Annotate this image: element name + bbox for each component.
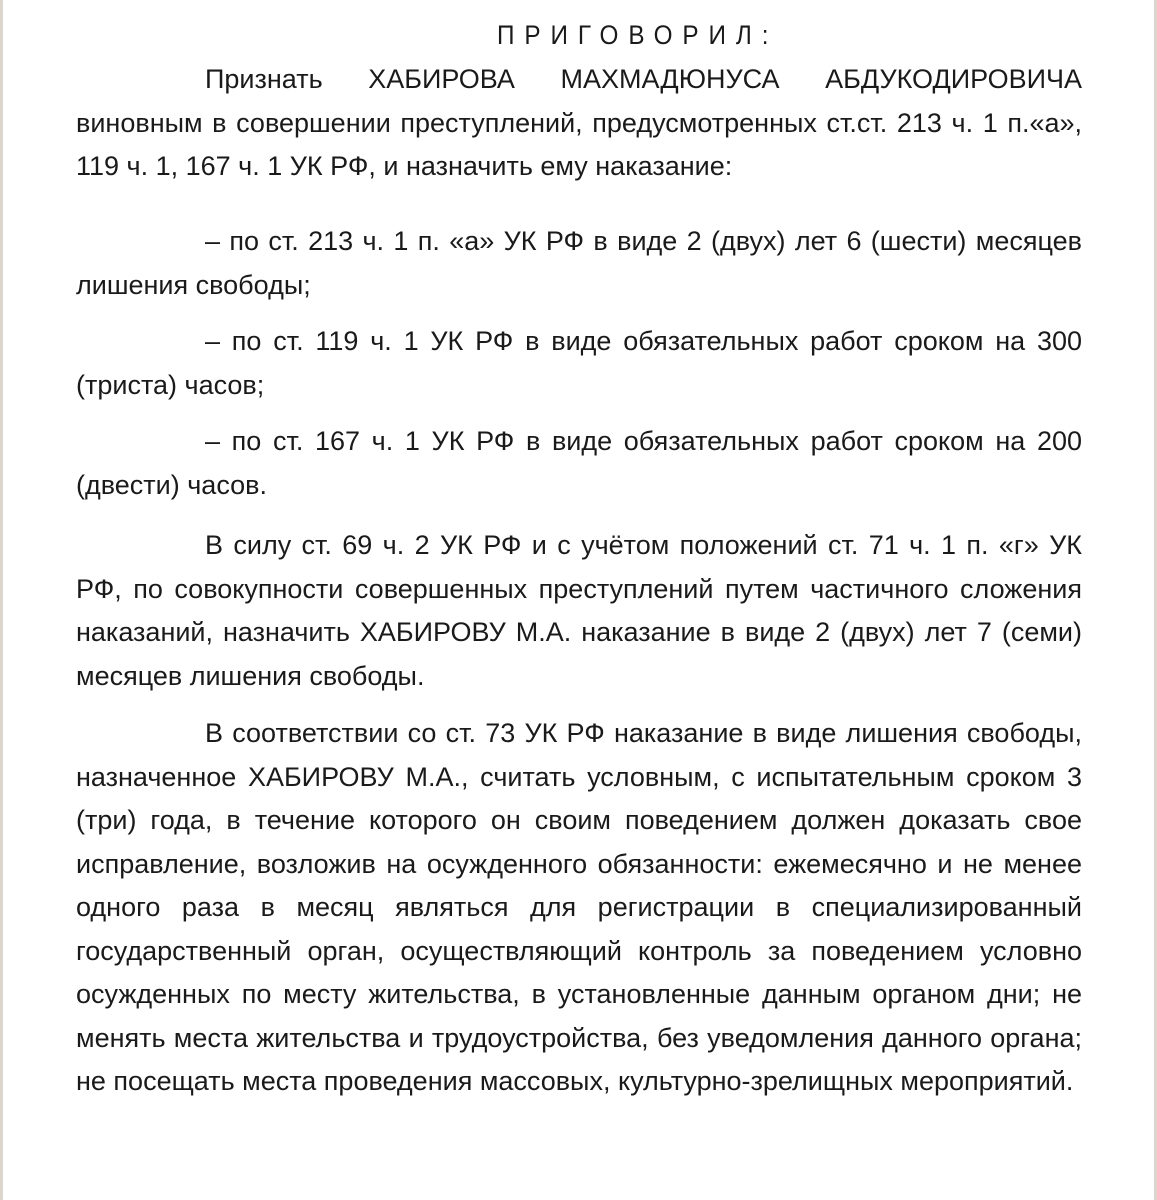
paragraph-sentence-167: – по ст. 167 ч. 1 УК РФ в виде обязательных работ сроком на 200 (двести) часов. — [76, 426, 1082, 500]
paragraph-sentence-119: – по ст. 119 ч. 1 УК РФ в виде обязательных работ сроком на 300 (триста) часов; — [76, 326, 1082, 400]
verdict-heading: ПРИГОВОРИЛ: — [497, 20, 779, 50]
paragraph-guilty: Признать ХАБИРОВА МАХМАДЮНУСА АБДУКОДИРОВИЧА виновным в совершении преступлений, предусмотренных ст.ст. 213 ч. 1 п.«а», 119 ч. 1, 167 ч. 1 УК РФ, и назначить ему наказание: — [76, 64, 1082, 181]
paragraph-sentence-213: – по ст. 213 ч. 1 п. «а» УК РФ в виде 2 (двух) лет 6 (шести) месяцев лишения свободы; — [76, 226, 1082, 300]
paragraph-combined-sentence: В силу ст. 69 ч. 2 УК РФ и с учётом положений ст. 71 ч. 1 п. «г» УК РФ, по совокупности совершенных преступлений путем частичного сложения наказаний, назначить ХАБИРОВУ М.А. наказание в виде 2 (двух) лет 7 (семи) месяцев лишения свободы. — [76, 530, 1082, 691]
page-edge-left — [0, 0, 3, 1200]
paragraph-probation: В соответствии со ст. 73 УК РФ наказание в виде лишения свободы, назначенное ХАБИРОВУ М.А., считать условным, с испытательным сроком 3 (три) года, в течение которого он своим поведением должен доказать свое исправление, возложив на осужденного обязанности: ежемесячно и не менее одного раза в месяц являться для регистрации в специализированный государственный орган, осуществляющий контроль за поведением условно осужденных по месту жительства, в установленные данным органом дни; не менять места жительства и трудоустройства, без уведомления данного органа; не посещать места проведения массовых, культурно-зрелищных мероприятий. — [76, 718, 1082, 1096]
